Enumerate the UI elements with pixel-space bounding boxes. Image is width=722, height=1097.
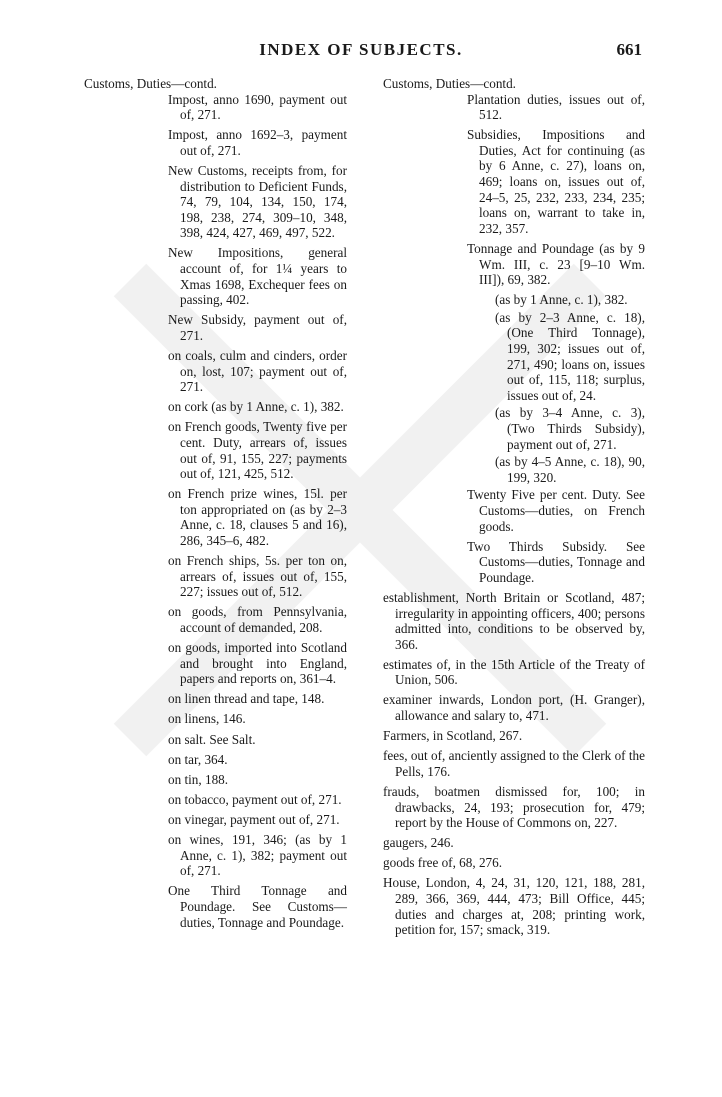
index-entry: New Customs, receipts from, for distribution to Deficient Funds, 74, 79, 104, 134, 150, 174, 198, 238, 274, 309–10, 348, 398, 424, 427, 469, 497, 522. xyxy=(168,162,347,241)
index-entry: establishment, North Britain or Scotland, 487; irregularity in appointing officers, 400; persons admitted into, conditions to be observed by, 366. xyxy=(383,589,645,652)
index-entry: Plantation duties, issues out of, 512. xyxy=(467,91,645,123)
index-entry: on linens, 146. xyxy=(168,711,246,727)
index-entry: Impost, anno 1690, payment out of, 271. xyxy=(168,91,347,123)
index-entry: on salt. See Salt. xyxy=(168,731,256,747)
index-entry: New Impositions, general account of, for 1¼ years to Xmas 1698, Exchequer fees on passing, 402. xyxy=(168,245,347,308)
index-entry: on goods, imported into Scotland and brought into England, papers and reports on, 361–4. xyxy=(168,640,347,687)
index-entry: on French prize wines, 15l. per ton appropriated on (as by 2–3 Anne, c. 18, clauses 5 and 16), 286, 345–6, 482. xyxy=(168,486,347,549)
left-entries-list xyxy=(0,92,347,931)
index-entry: House, London, 4, 24, 31, 120, 121, 188, 281, 289, 366, 369, 444, 473; Bill Office, 445; duties and charges at, 208; printing work, petition for, 157; smack, 319. xyxy=(383,875,645,938)
index-entry: examiner inwards, London port, (H. Granger), allowance and salary to, 471. xyxy=(383,692,645,724)
index-entry: Tonnage and Poundage (as by 9 Wm. III, c. 23 [9–10 Wm. III]), 69, 382. xyxy=(467,240,645,288)
page-title: INDEX OF SUBJECTS. xyxy=(259,40,463,59)
index-entry: on French goods, Twenty five per cent. Duty, arrears of, issues out of, 91, 155, 227; payments out of, 121, 425, 512. xyxy=(168,419,347,482)
index-entry: Subsidies, Impositions and Duties, Act for continuing (as by 6 Anne, c. 27), loans on, 469; loans on, issues out of, 24–5, 25, 232, 233, 234, 235; loans on, warrant to take in, 232, 357. xyxy=(467,127,645,236)
right-entries-list xyxy=(383,92,645,938)
index-entry: fees, out of, anciently assigned to the Clerk of the Pells, 176. xyxy=(383,748,645,779)
index-entry: on French ships, 5s. per ton on, arrears of, issues out of, 155, 227; issues out of, 512. xyxy=(168,553,347,600)
index-entry: goods free of, 68, 276. xyxy=(383,855,503,871)
index-entry: (as by 2–3 Anne, c. 18), (One Third Tonnage), 199, 302; issues out of, 271, 490; loans on, issues out of, 115, 118; surplus, issues out of, 24. xyxy=(495,309,645,403)
index-entry: estimates of, in the 15th Article of the Treaty of Union, 506. xyxy=(383,656,645,688)
index-heading: Customs, Duties—contd. xyxy=(84,76,217,91)
left-column xyxy=(84,76,347,935)
index-entry: (as by 3–4 Anne, c. 3), (Two Thirds Subsidy), payment out of, 271. xyxy=(495,405,645,452)
index-entry: Farmers, in Scotland, 267. xyxy=(383,728,523,744)
index-entry: (as by 1 Anne, c. 1), 382. xyxy=(495,292,628,308)
index-entry: on vinegar, payment out of, 271. xyxy=(168,811,340,827)
index-entry: on goods, from Pennsylvania, account of demanded, 208. xyxy=(168,604,347,635)
index-entry: on coals, culm and cinders, order on, lost, 107; payment out of, 271. xyxy=(168,348,347,395)
index-entry: New Subsidy, payment out of, 271. xyxy=(168,312,347,343)
index-entry: Two Thirds Subsidy. See Customs—duties, Tonnage and Poundage. xyxy=(467,538,645,585)
right-column xyxy=(383,76,645,942)
index-entry: gaugers, 246. xyxy=(383,835,454,851)
index-entry: Twenty Five per cent. Duty. See Customs—duties, on French goods. xyxy=(467,487,645,534)
index-entry: on tobacco, payment out of, 271. xyxy=(168,791,342,807)
page-number: 661 xyxy=(616,40,642,59)
index-entry: Impost, anno 1692–3, payment out of, 271. xyxy=(168,127,347,158)
index-entry: on linen thread and tape, 148. xyxy=(168,691,325,707)
index-entry: on tar, 364. xyxy=(168,751,228,767)
index-entry: One Third Tonnage and Poundage. See Customs—duties, Tonnage and Poundage. xyxy=(168,883,347,930)
index-entry: on tin, 188. xyxy=(168,771,229,787)
page-header xyxy=(0,40,722,70)
index-entry: on wines, 191, 346; (as by 1 Anne, c. 1), 382; payment out of, 271. xyxy=(168,832,347,879)
index-entry: on cork (as by 1 Anne, c. 1), 382. xyxy=(168,399,344,415)
index-heading: Customs, Duties—contd. xyxy=(383,76,516,91)
index-entry: frauds, boatmen dismissed for, 100; in drawbacks, 24, 193; prosecution for, 479; report by the House of Commons on, 227. xyxy=(383,783,645,831)
index-entry: (as by 4–5 Anne, c. 18), 90, 199, 320. xyxy=(495,454,645,485)
